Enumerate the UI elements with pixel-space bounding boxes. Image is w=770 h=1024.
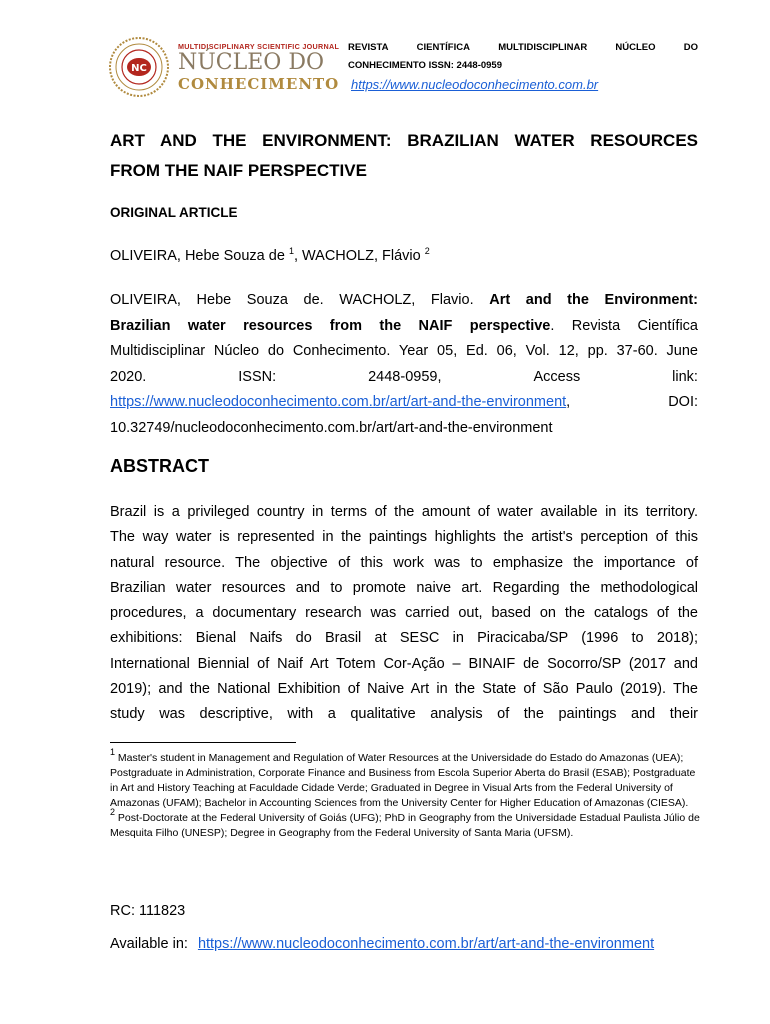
citation-word: 2020. bbox=[110, 368, 147, 385]
journal-word: NÚCLEO bbox=[615, 42, 656, 53]
article-type: ORIGINAL ARTICLE bbox=[110, 205, 238, 220]
footnote-2 bbox=[110, 806, 702, 841]
citation-journal: . Revista Científica bbox=[550, 317, 698, 334]
citation-block bbox=[110, 288, 698, 441]
citation-word: ISSN: bbox=[238, 368, 277, 385]
title-line-2: FROM THE NAIF PERSPECTIVE bbox=[110, 161, 367, 180]
citation-line bbox=[110, 390, 698, 416]
abstract-line: International Biennial of Naif Art Totem Cor-Ação – BINAIF de Socorro/SP (2017 and bbox=[110, 655, 698, 672]
journal-issn: CONHECIMENTO ISSN: 2448-0959 bbox=[348, 60, 502, 71]
rc-number: RC: 111823 bbox=[110, 903, 186, 919]
journal-logo bbox=[108, 36, 338, 96]
abstract-line: The way water is represented in the paintings highlights the artist's perception of this bbox=[110, 529, 698, 546]
available-link[interactable]: https://www.nucleodoconhecimento.com.br/art/art-and-the-environment bbox=[197, 936, 655, 952]
abstract-line: Brazil is a privileged country in terms of the amount of water available in its territory. bbox=[110, 504, 698, 520]
logo-name-line2: CONHECIMENTO bbox=[178, 75, 340, 93]
author-separator: , bbox=[293, 248, 303, 264]
logo-name-line1: NÚCLEO DO bbox=[178, 50, 324, 75]
footnote-ref-2[interactable]: 2 bbox=[424, 246, 430, 256]
abstract-line: 2019); and the National Exhibition of Naive Art in the State of São Paulo (2019). The bbox=[110, 681, 698, 698]
seal-icon bbox=[108, 36, 170, 98]
citation-word: link: bbox=[672, 368, 698, 385]
abstract-body bbox=[110, 500, 698, 728]
footnote-text: Master's student in Management and Regulation of Water Resources at the Universidade do Estado do Amazonas (UEA); Postgraduate in Administration, Corporate Finance and Business from Escola Superior Aberta do Brasil (ESAB); Postgraduate in Art and History Teaching at Faculdade Cidade Verde; Graduated in Degree in Visual Arts from the Federal University of Amazonas (UFAM); Bachelor in Accounting Sciences from the University Center for Higher Education of Amazonas (CIESA). bbox=[110, 752, 696, 809]
available-in bbox=[110, 936, 654, 952]
footnote-divider bbox=[110, 742, 296, 743]
available-label: Available in: bbox=[110, 936, 188, 952]
title-line-1: ART AND THE ENVIRONMENT: BRAZILIAN WATER RESOURCES bbox=[110, 131, 698, 150]
journal-word: MULTIDISCIPLINAR bbox=[498, 42, 588, 53]
author-2: WACHOLZ, Flávio bbox=[302, 248, 425, 264]
journal-word: CIENTÍFICA bbox=[416, 42, 470, 53]
seal-text: NC bbox=[131, 63, 147, 74]
author-1: OLIVEIRA, Hebe Souza de bbox=[110, 248, 289, 264]
journal-url-link[interactable]: https://www.nucleodoconhecimento.com.br bbox=[351, 77, 599, 92]
doi-label: DOI: bbox=[668, 394, 698, 410]
footnote-marker: 1 bbox=[110, 747, 116, 757]
footnote-marker: 2 bbox=[110, 806, 116, 817]
journal-word: DO bbox=[683, 42, 698, 53]
citation-doi: 10.32749/nucleodoconhecimento.com.br/art/art-and-the-environment bbox=[110, 419, 553, 436]
citation-line bbox=[110, 314, 698, 340]
citation-comma: , bbox=[566, 394, 571, 410]
citation-authors: OLIVEIRA, Hebe Souza de. WACHOLZ, Flavio. bbox=[110, 292, 490, 308]
citation-access-link[interactable]: https://www.nucleodoconhecimento.com.br/art/art-and-the-environment bbox=[110, 394, 567, 410]
footnote-1 bbox=[110, 747, 702, 811]
footnotes bbox=[110, 747, 702, 840]
citation-word: 2448-0959, bbox=[368, 368, 442, 385]
footnote-text: Post-Doctorate at the Federal University of Goiás (UFG); PhD in Geography from the Universidade Estadual Paulista Júlio de Mesquita Filho (UNESP); Degree in Geography from the Federal University of Santa Maria (UFSM). bbox=[110, 811, 700, 839]
abstract-line: study was descriptive, with a qualitative analysis of the paintings and their bbox=[110, 706, 698, 723]
abstract-line: Brazilian water resources and to promote naive art. Regarding the methodological bbox=[110, 579, 698, 596]
logo-tagline: MULTIDISCIPLINARY SCIENTIFIC JOURNAL bbox=[178, 42, 340, 51]
abstract-line: natural resource. The objective of this work was to emphasize the importance of bbox=[110, 554, 698, 571]
citation-line bbox=[110, 365, 698, 391]
article-title bbox=[110, 126, 698, 186]
journal-header bbox=[348, 42, 698, 72]
abstract-line: procedures, a documentary research was carried out, based on the catalogs of the bbox=[110, 605, 698, 622]
citation-title-part1: Art and the Environment: bbox=[489, 292, 698, 308]
journal-word: REVISTA bbox=[348, 42, 389, 53]
citation-line bbox=[110, 288, 698, 314]
abstract-heading: ABSTRACT bbox=[110, 456, 209, 476]
citation-word: Access bbox=[533, 368, 581, 385]
abstract-line: exhibitions: Bienal Naifs do Brasil at SESC in Piracicaba/SP (1996 to 2018); bbox=[110, 630, 698, 647]
authors-line bbox=[110, 248, 430, 264]
citation-details: Multidisciplinar Núcleo do Conhecimento. Year 05, Ed. 06, Vol. 12, pp. 37-60. June bbox=[110, 343, 698, 359]
footnote-ref-1[interactable]: 1 bbox=[288, 246, 294, 256]
citation-title-part2: Brazilian water resources from the NAIF perspective bbox=[110, 317, 551, 334]
